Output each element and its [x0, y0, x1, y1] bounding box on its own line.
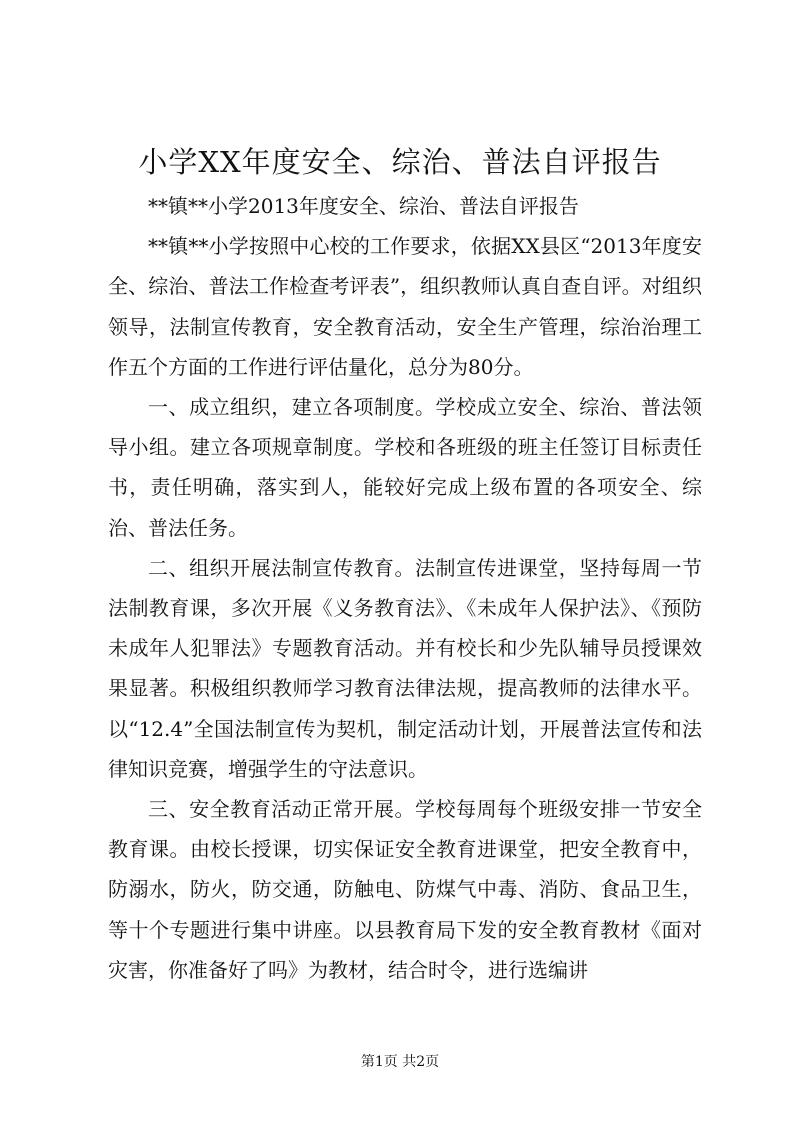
section-one-paragraph: 一、成立组织，建立各项制度。学校成立安全、综治、普法领导小组。建立各项规章制度。学校和各班级的班主任签订目标责任书，责任明确，落实到人，能较好完成上级布置的各项安全、综治、普法任务。: [108, 395, 702, 540]
document-body: [108, 186, 702, 990]
section-three-paragraph: 三、安全教育活动正常开展。学校每周每个班级安排一节安全教育课。由校长授课，切实保证安全教育进课堂，把安全教育中，防溺水，防火，防交通，防触电、防煤气中毒、消防、食品卫生，等十个专题进行集中讲座。以县教育局下发的安全教育教材《面对灾害，你准备好了吗》为教材，结合时令，进行选编讲: [108, 797, 702, 982]
document-title: 小学XX年度安全、综治、普法自评报告: [138, 145, 662, 179]
intro-paragraph: **镇**小学按照中心校的工作要求，依据XX县区“2013年度安全、综治、普法工作检查考评表”，组织教师认真自查自评。对组织领导，法制宣传教育，安全教育活动，安全生产管理，综治治理工作五个方面的工作进行评估量化，总分为80分。: [108, 234, 702, 379]
subtitle-paragraph: **镇**小学2013年度安全、综治、普法自评报告: [148, 194, 579, 218]
page-footer: 第1页 共2页: [360, 1054, 440, 1070]
section-two-paragraph: 二、组织开展法制宣传教育。法制宣传进课堂，坚持每周一节法制教育课，多次开展《义务教育法》、《未成年人保护法》、《预防未成年人犯罪法》专题教育活动。并有校长和少先队辅导员授课效果显著。积极组织教师学习教育法律法规，提高教师的法律水平。以“12.4”全国法制宣传为契机，制定活动计划，开展普法宣传和法律知识竞赛，增强学生的守法意识。: [108, 555, 702, 781]
